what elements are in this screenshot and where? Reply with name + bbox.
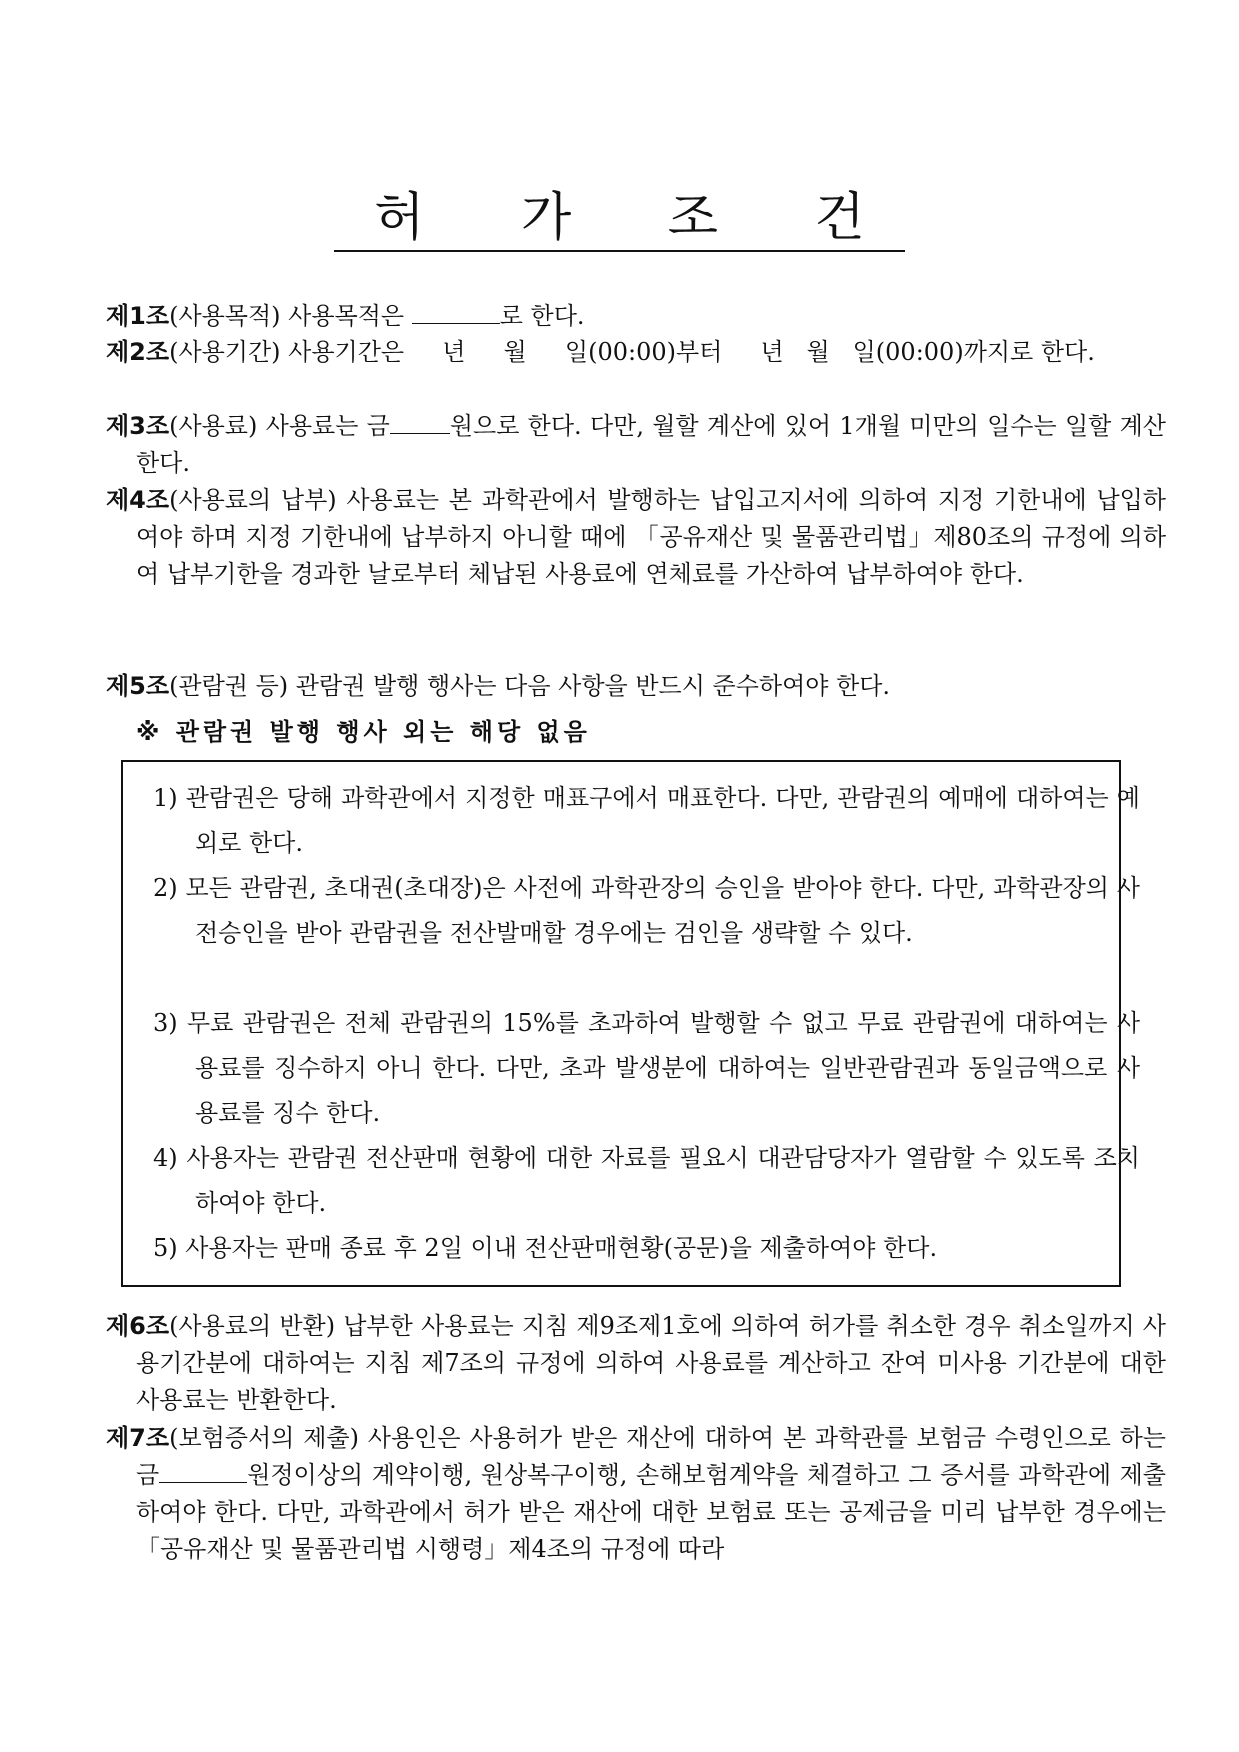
article-7 <box>106 1420 1166 1568</box>
article-text: (사용료) 사용료는 금 <box>169 412 390 440</box>
article-text: (관람권 등) 관람권 발행 행사는 다음 사항을 반드시 준수하여야 한다. <box>169 672 891 700</box>
article-text: 로 한다. <box>499 302 585 330</box>
article-number: 제7조 <box>106 1424 170 1452</box>
article-6 <box>106 1308 1166 1419</box>
article-number: 제4조 <box>106 486 170 514</box>
article-5 <box>106 668 1166 705</box>
article-number: 제3조 <box>106 412 170 440</box>
article-text: (사용목적) 사용목적은 <box>169 302 412 330</box>
title-text: 허 가 조 건 <box>334 188 905 252</box>
blank-line <box>390 411 450 434</box>
article-text: (사용료의 납부) 사용료는 본 과학관에서 발행하는 납입고지서에 의하여 지정 기한내에 납입하여야 하며 지정 기한내에 납부하지 아니할 때에 「공유재산 및 물품관리법」제80조의 규정에 의하여 납부기한을 경과한 날로부터 체납된 사용료에 연체료를 가산하여 납부하여야 한다. <box>136 486 1166 588</box>
article-4 <box>106 482 1166 593</box>
box-item-3: 3) 무료 관람권은 전체 관람권의 15%를 초과하여 발행할 수 없고 무료 관람권에 대하여는 사용료를 징수하지 아니 한다. 다만, 초과 발생분에 대하여는 일반관람권과 동일금액으로 사용료를 징수 한다. <box>153 1009 1140 1127</box>
ticket-rules-box <box>121 760 1140 1287</box>
article-text: 원정이상의 계약이행, 원상복구이행, 손해보험계약을 체결하고 그 증서를 과학관에 제출하여야 한다. 다만, 과학관에서 허가 받은 재산에 대한 보험료 또는 공제금을 미리 납부한 경우에는 「공유재산 및 물품관리법 시행령」제4조의 규정에 따라 <box>136 1461 1166 1563</box>
article-text: (사용기간) 사용기간은 년 월 일(00:00)부터 년 월 일(00:00)까지로 한다. <box>169 338 1095 366</box>
article-number: 제5조 <box>106 672 170 700</box>
blank-line <box>159 1460 247 1483</box>
article-text: (사용료의 반환) 납부한 사용료는 지침 제9조제1호에 의하여 허가를 취소한 경우 취소일까지 사용기간분에 대하여는 지침 제7조의 규정에 의하여 사용료를 계산하고 잔여 미사용 기간분에 대한 사용료는 반환한다. <box>136 1312 1166 1414</box>
article-text: 원으로 한다. 다만, 월할 계산에 있어 1개월 미만의 일수는 일할 계산한다. <box>136 412 1166 477</box>
article-number: 제2조 <box>106 338 170 366</box>
box-item-1: 1) 관람권은 당해 과학관에서 지정한 매표구에서 매표한다. 다만, 관람권의 예매에 대하여는 예외로 한다. <box>153 784 1140 857</box>
article-text: (보험증서의 제출) 사용인은 사용허가 받은 재산에 대하여 본 과학관를 보험금 수령인으로 하는 금 <box>136 1424 1166 1489</box>
box-item-5: 5) 사용자는 판매 종료 후 2일 이내 전산판매현황(공문)을 제출하여야 한다. <box>153 1234 938 1262</box>
article-1 <box>106 298 1166 335</box>
article-3 <box>106 408 1166 482</box>
article-2 <box>106 334 1166 371</box>
box-item-2: 2) 모든 관람권, 초대권(초대장)은 사전에 과학관장의 승인을 받아야 한다. 다만, 과학관장의 사전승인을 받아 관람권을 전산발매할 경우에는 검인을 생략할 수 있다. <box>153 874 1140 947</box>
document-title <box>0 188 1239 252</box>
article-number: 제6조 <box>106 1312 170 1340</box>
box-item-4: 4) 사용자는 관람권 전산판매 현황에 대한 자료를 필요시 대관담당자가 열람할 수 있도록 조치하여야 한다. <box>153 1144 1140 1217</box>
article-number: 제1조 <box>106 302 170 330</box>
blank-line <box>412 301 500 324</box>
ticket-note: ※ 관람권 발행 행사 외는 해당 없음 <box>136 718 591 746</box>
